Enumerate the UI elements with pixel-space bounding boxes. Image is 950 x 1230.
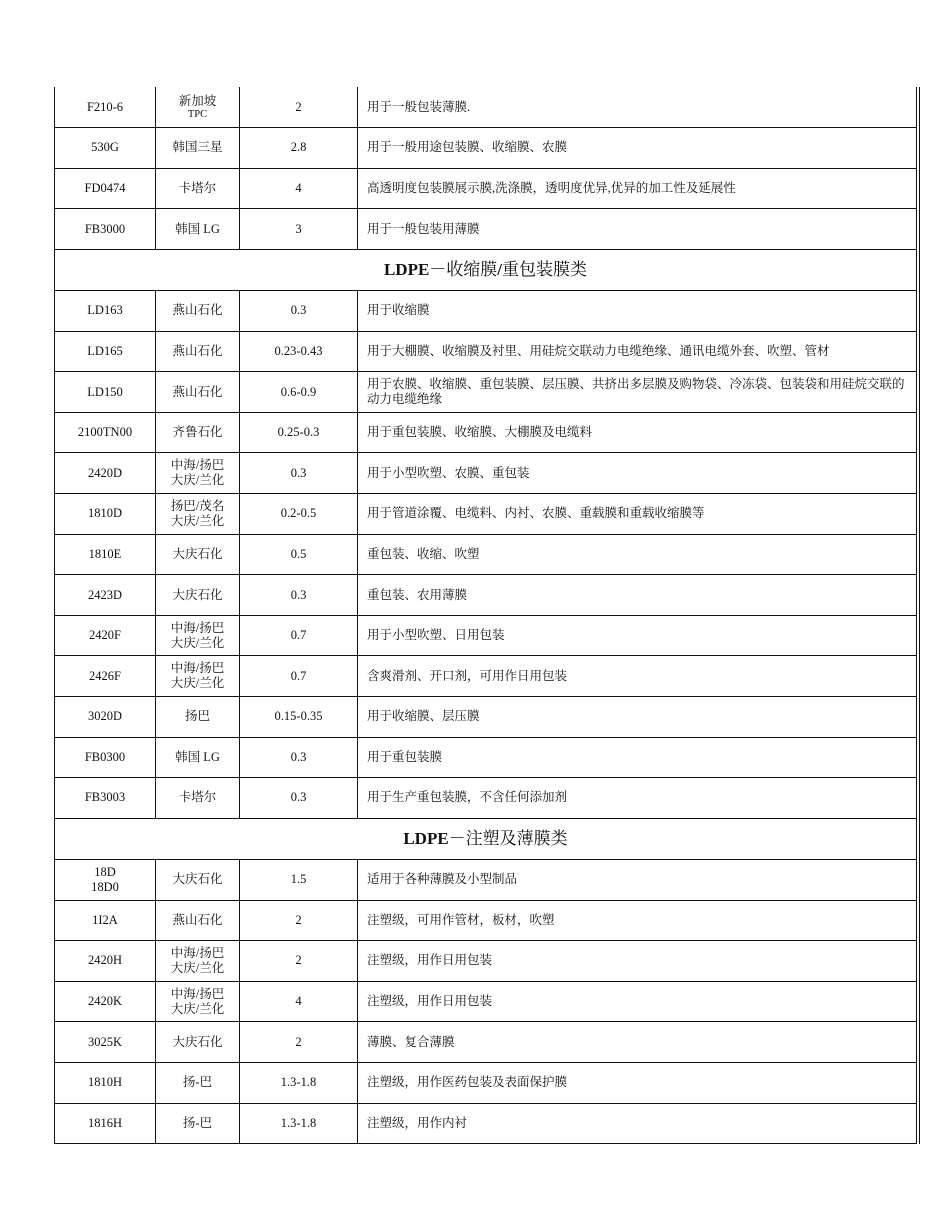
grade-table (54, 87, 917, 1144)
grade-row (55, 1022, 917, 1063)
melt-index-cell: 0.25-0.3 (240, 412, 358, 453)
grade-row (55, 1103, 917, 1144)
grade-row (55, 737, 917, 778)
origin-cell-line: 大庆/兰化 (170, 473, 225, 488)
grade-row (55, 168, 917, 209)
grade-cell-line: FD0474 (84, 180, 126, 195)
melt-index-cell: 2 (240, 87, 358, 128)
origin-cell (156, 128, 240, 169)
melt-index-cell: 2 (240, 941, 358, 982)
spec-sheet (54, 87, 917, 1144)
grade-cell (55, 1062, 156, 1103)
grade-cell-line: 2420K (87, 994, 123, 1009)
grade-cell-line: 2423D (87, 587, 123, 602)
grade-cell-line: FB0300 (84, 749, 126, 764)
grade-cell-line: 2420F (89, 628, 121, 643)
origin-cell-line: 大庆/兰化 (170, 676, 225, 691)
grade-row (55, 372, 917, 413)
grade-cell-line: 18D0 (91, 879, 119, 894)
usage-cell: 用于收缩膜 (358, 291, 917, 332)
origin-cell (156, 575, 240, 616)
origin-cell (156, 291, 240, 332)
origin-cell (156, 1103, 240, 1144)
origin-cell-line: 韩国三星 (172, 140, 223, 155)
grade-row (55, 656, 917, 697)
grade-cell (55, 331, 156, 372)
grade-row (55, 412, 917, 453)
grade-cell-line: 2426F (89, 668, 121, 683)
origin-cell-line: 卡塔尔 (178, 180, 217, 195)
usage-cell: 用于重包装膜 (358, 737, 917, 778)
origin-cell-line: 燕山石化 (172, 343, 223, 358)
grade-row (55, 87, 917, 128)
origin-cell (156, 981, 240, 1022)
usage-cell: 适用于各种薄膜及小型制品 (358, 859, 917, 900)
origin-cell-line: 大庆石化 (172, 587, 223, 602)
grade-row (55, 900, 917, 941)
usage-cell: 注塑级，用作医药包装及表面保护膜 (358, 1062, 917, 1103)
origin-cell (156, 87, 240, 128)
origin-cell-line: 扬-巴 (182, 1075, 213, 1090)
origin-cell-line: 扬巴/茂名 (170, 498, 225, 513)
grade-cell-line: 2420D (87, 465, 123, 480)
usage-cell: 用于一般用途包装膜、收缩膜、农膜 (358, 128, 917, 169)
section-title-part: LDPE (383, 260, 430, 280)
grade-cell-line: 18D (94, 864, 116, 879)
melt-index-cell: 0.5 (240, 534, 358, 575)
melt-index-cell: 0.7 (240, 656, 358, 697)
grade-cell-line: LD163 (87, 303, 123, 318)
grade-cell (55, 412, 156, 453)
melt-index-cell: 4 (240, 168, 358, 209)
grade-cell-line: 2420H (87, 953, 123, 968)
melt-index-cell: 0.3 (240, 575, 358, 616)
grade-cell-line: 1810D (87, 506, 123, 521)
grade-cell-line: 1810E (88, 546, 122, 561)
usage-cell: 用于一般包装用薄膜 (358, 209, 917, 250)
origin-cell (156, 534, 240, 575)
section-title-part: LDPE (403, 829, 449, 849)
origin-cell-line: 燕山石化 (172, 384, 223, 399)
usage-cell: 含爽滑剂、开口剂，可用作日用包装 (358, 656, 917, 697)
origin-cell-line: 燕山石化 (172, 303, 223, 318)
usage-cell: 用于重包装膜、收缩膜、大棚膜及电缆料 (358, 412, 917, 453)
grade-cell (55, 737, 156, 778)
grade-row (55, 128, 917, 169)
usage-cell: 用于收缩膜、层压膜 (358, 697, 917, 738)
origin-cell (156, 412, 240, 453)
melt-index-cell: 0.3 (240, 737, 358, 778)
usage-cell: 注塑级，用作内衬 (358, 1103, 917, 1144)
origin-cell-line: 新加坡 (178, 93, 217, 108)
grade-cell (55, 128, 156, 169)
section-title-part: －收缩膜 (429, 260, 498, 280)
origin-cell-line: 中海/扬巴 (170, 661, 225, 676)
usage-cell: 用于一般包装薄膜. (358, 87, 917, 128)
origin-cell (156, 900, 240, 941)
melt-index-cell: 0.6-0.9 (240, 372, 358, 413)
grade-cell (55, 372, 156, 413)
grade-row (55, 615, 917, 656)
origin-cell (156, 778, 240, 819)
grade-row (55, 778, 917, 819)
grade-row (55, 534, 917, 575)
origin-cell-line: 大庆/兰化 (170, 1001, 225, 1016)
grade-cell (55, 859, 156, 900)
grade-cell (55, 656, 156, 697)
section-title (55, 249, 917, 290)
usage-cell: 注塑级，用作日用包装 (358, 981, 917, 1022)
grade-row (55, 859, 917, 900)
origin-cell (156, 168, 240, 209)
section-title-part: / (497, 260, 503, 280)
grade-cell (55, 1022, 156, 1063)
grade-cell (55, 981, 156, 1022)
origin-cell (156, 331, 240, 372)
origin-cell-line: 扬-巴 (182, 1115, 213, 1130)
melt-index-cell: 2.8 (240, 128, 358, 169)
section-title-part: 重包装膜类 (502, 260, 588, 280)
usage-cell: 注塑级，可用作管材，板材，吹塑 (358, 900, 917, 941)
grade-row (55, 981, 917, 1022)
grade-row (55, 331, 917, 372)
melt-index-cell: 0.23-0.43 (240, 331, 358, 372)
melt-index-cell: 1.3-1.8 (240, 1062, 358, 1103)
origin-cell-line: TPC (187, 108, 208, 120)
grade-cell (55, 615, 156, 656)
section-title (55, 818, 917, 859)
melt-index-cell: 1.5 (240, 859, 358, 900)
melt-index-cell: 2 (240, 1022, 358, 1063)
right-double-border (919, 87, 920, 1144)
grade-row (55, 453, 917, 494)
grade-cell (55, 453, 156, 494)
usage-cell: 用于小型吹塑、日用包装 (358, 615, 917, 656)
grade-cell-line: 1816H (87, 1115, 123, 1130)
usage-cell: 重包装、收缩、吹塑 (358, 534, 917, 575)
grade-row (55, 1062, 917, 1103)
grade-cell-line: LD165 (87, 343, 123, 358)
grade-cell-line: F210-6 (86, 99, 124, 114)
grade-cell (55, 291, 156, 332)
origin-cell (156, 737, 240, 778)
origin-cell-line: 大庆/兰化 (170, 635, 225, 650)
melt-index-cell: 0.2-0.5 (240, 494, 358, 535)
grade-cell-line: 3025K (87, 1034, 123, 1049)
grade-row (55, 697, 917, 738)
origin-cell-line: 大庆石化 (172, 1034, 223, 1049)
grade-cell (55, 778, 156, 819)
grade-cell (55, 1103, 156, 1144)
usage-cell: 用于农膜、收缩膜、重包装膜、层压膜、共挤出多层膜及购物袋、冷冻袋、包装袋和用硅烷交联的动力电缆绝缘 (358, 372, 917, 413)
melt-index-cell: 2 (240, 900, 358, 941)
usage-cell: 高透明度包装膜展示膜,洗涤膜，透明度优异,优异的加工性及延展性 (358, 168, 917, 209)
grade-row (55, 291, 917, 332)
origin-cell (156, 1062, 240, 1103)
grade-cell (55, 697, 156, 738)
origin-cell-line: 扬巴 (184, 709, 210, 724)
origin-cell-line: 卡塔尔 (178, 790, 217, 805)
grade-cell (55, 87, 156, 128)
grade-cell-line: 2100TN00 (77, 425, 133, 440)
melt-index-cell: 0.7 (240, 615, 358, 656)
usage-cell: 用于管道涂覆、电缆料、内衬、农膜、重载膜和重载收缩膜等 (358, 494, 917, 535)
usage-cell: 重包装、农用薄膜 (358, 575, 917, 616)
origin-cell (156, 697, 240, 738)
origin-cell (156, 372, 240, 413)
grade-row (55, 575, 917, 616)
usage-cell: 薄膜、复合薄膜 (358, 1022, 917, 1063)
melt-index-cell: 0.15-0.35 (240, 697, 358, 738)
grade-cell (55, 575, 156, 616)
grade-cell-line: LD150 (87, 384, 123, 399)
origin-cell-line: 中海/扬巴 (170, 945, 225, 960)
section-title-part: －注塑及薄膜类 (448, 829, 568, 849)
grade-row (55, 941, 917, 982)
grade-cell (55, 534, 156, 575)
grade-cell (55, 209, 156, 250)
origin-cell-line: 韩国 LG (175, 221, 220, 236)
melt-index-cell: 0.3 (240, 778, 358, 819)
origin-cell (156, 615, 240, 656)
usage-cell: 注塑级，用作日用包装 (358, 941, 917, 982)
origin-cell-line: 大庆/兰化 (170, 960, 225, 975)
origin-cell-line: 中海/扬巴 (170, 458, 225, 473)
melt-index-cell: 0.3 (240, 291, 358, 332)
grade-table-body (55, 87, 917, 1144)
melt-index-cell: 4 (240, 981, 358, 1022)
origin-cell-line: 大庆石化 (172, 546, 223, 561)
grade-cell (55, 941, 156, 982)
melt-index-cell: 1.3-1.8 (240, 1103, 358, 1144)
grade-cell-line: FB3003 (84, 790, 126, 805)
origin-cell (156, 656, 240, 697)
section-header-row (55, 249, 917, 290)
melt-index-cell: 3 (240, 209, 358, 250)
melt-index-cell: 0.3 (240, 453, 358, 494)
origin-cell-line: 中海/扬巴 (170, 620, 225, 635)
origin-cell (156, 494, 240, 535)
origin-cell-line: 大庆/兰化 (170, 513, 225, 528)
usage-cell: 用于小型吹塑、农膜、重包装 (358, 453, 917, 494)
usage-cell: 用于生产重包装膜，不含任何添加剂 (358, 778, 917, 819)
grade-cell-line: FB3000 (84, 221, 126, 236)
origin-cell-line: 齐鲁石化 (172, 425, 223, 440)
origin-cell (156, 453, 240, 494)
grade-cell-line: 1810H (87, 1075, 123, 1090)
origin-cell-line: 中海/扬巴 (170, 986, 225, 1001)
grade-cell (55, 168, 156, 209)
origin-cell-line: 韩国 LG (175, 749, 220, 764)
origin-cell-line: 大庆石化 (172, 872, 223, 887)
section-header-row (55, 818, 917, 859)
grade-cell-line: 1I2A (92, 912, 118, 927)
origin-cell (156, 859, 240, 900)
grade-row (55, 209, 917, 250)
grade-cell-line: 3020D (87, 709, 123, 724)
grade-cell (55, 494, 156, 535)
grade-cell-line: 530G (91, 140, 119, 155)
grade-cell (55, 900, 156, 941)
usage-cell: 用于大棚膜、收缩膜及衬里、用硅烷交联动力电缆绝缘、通讯电缆外套、吹塑、管材 (358, 331, 917, 372)
grade-row (55, 494, 917, 535)
origin-cell (156, 1022, 240, 1063)
origin-cell (156, 209, 240, 250)
origin-cell (156, 941, 240, 982)
origin-cell-line: 燕山石化 (172, 912, 223, 927)
